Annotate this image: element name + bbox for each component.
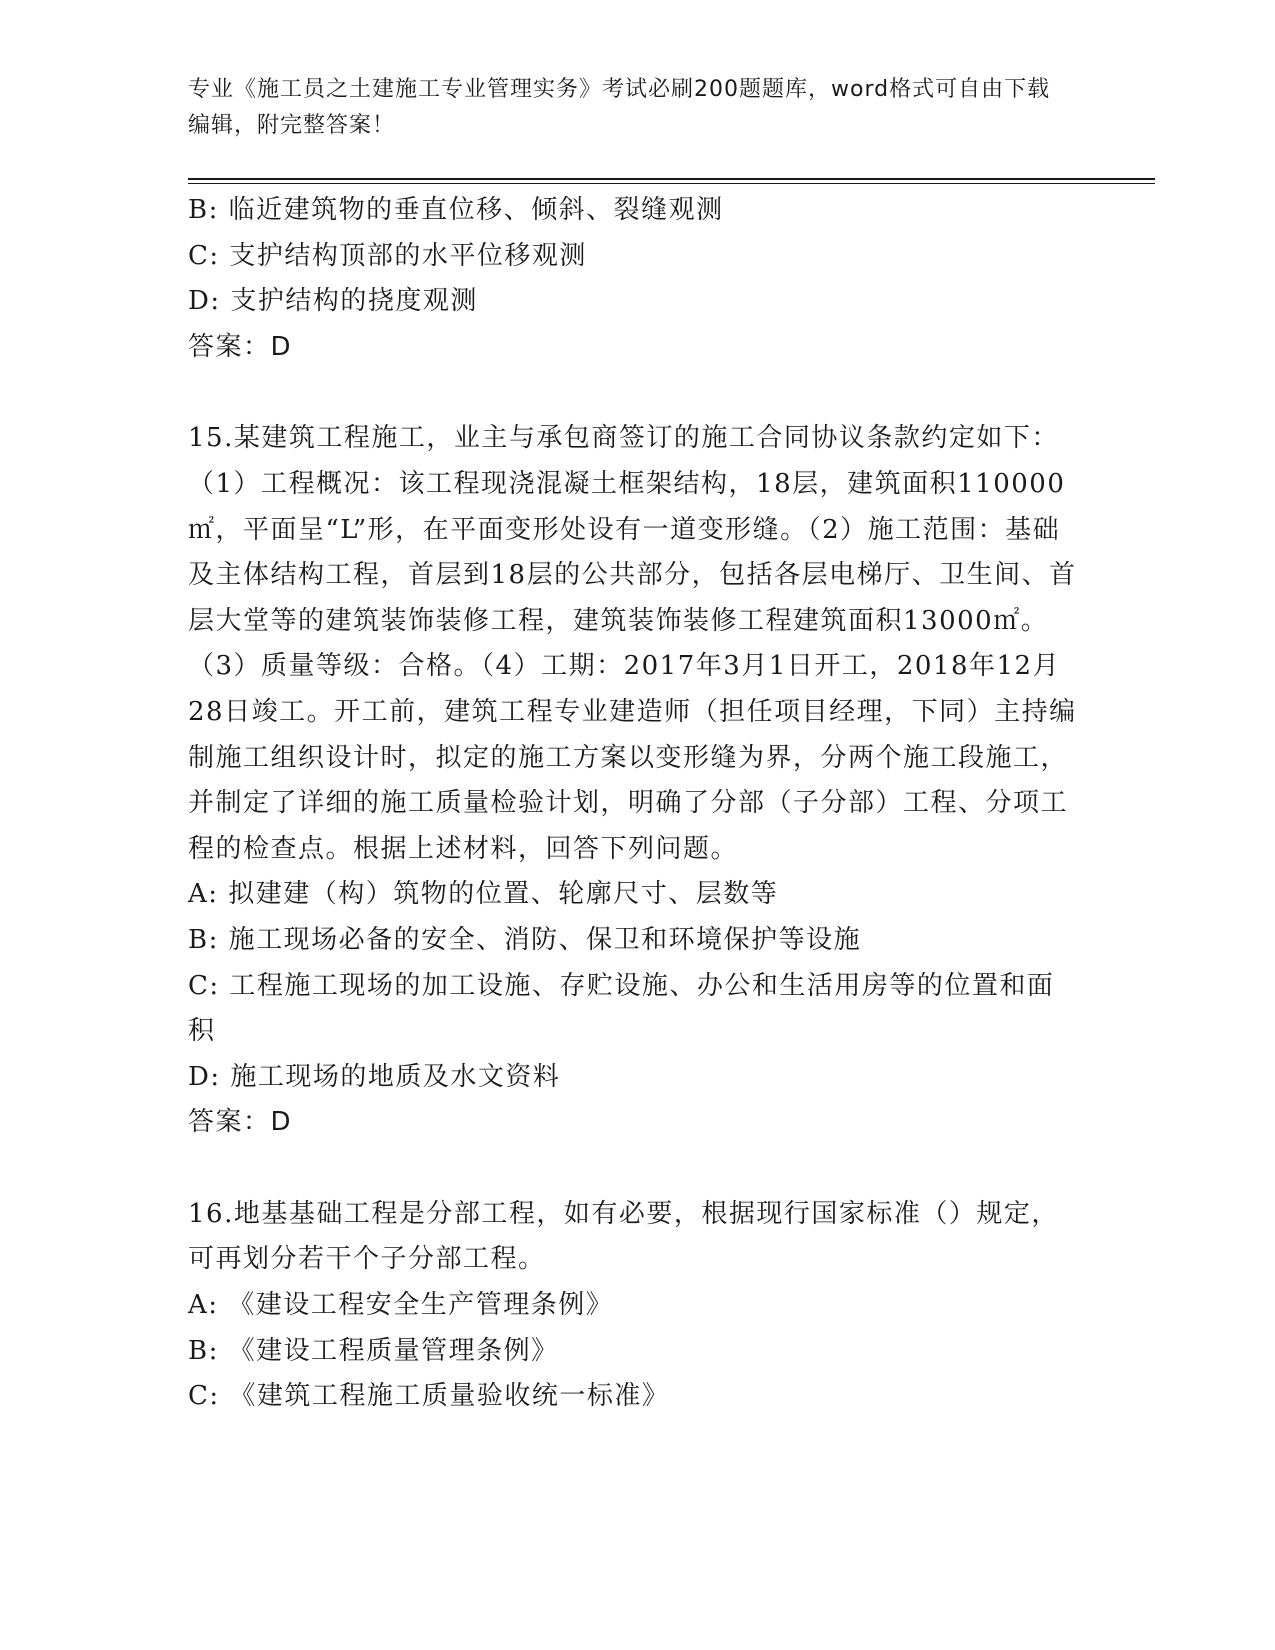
q15-option-b: B: 施工现场必备的安全、消防、保卫和环境保护等设施 [188,924,862,955]
q15-option-c: C: 工程施工现场的加工设施、存贮设施、办公和生活用房等的位置和面积 [188,970,1055,1047]
q14-answer: 答案：D [188,331,293,362]
q15-option-d: D: 施工现场的地质及水文资料 [188,1061,561,1092]
q14-option-c: C: 支护结构顶部的水平位移观测 [188,240,587,271]
header-rule-thin [188,183,1155,184]
q15-answer: 答案：D [188,1107,293,1138]
question-spacer [188,370,1078,416]
q16-option-b: B: 《建设工程质量管理条例》 [188,1335,559,1366]
document-header: 专业《施工员之土建施工专业管理实务》考试必刷200题题库，word格式可自由下载编辑，附完整答案！ [188,77,1051,138]
q14-option-d: D: 支护结构的挠度观测 [188,286,478,317]
header-rule-thick [188,178,1155,180]
q16-option-a: A: 《建设工程安全生产管理条例》 [188,1290,614,1321]
q15-option-a: A: 拟建建（构）筑物的位置、轮廓尺寸、层数等 [188,879,779,910]
q15-stem: 15.某建筑工程施工，业主与承包商签订的施工合同协议条款约定如下：（1）工程概况：该工程现浇混凝土框架结构，18层，建筑面积110000㎡，平面呈“L”形，在平面变形处设有一道变形缝。（2）施工范围：基础及主体结构工程，首层到18层的公共部分，包括各层电梯厅、卫生间、首层大堂等的建筑装饰装修工程，建筑装饰装修工程建筑面积13000㎡。（3）质量等级：合格。（4）工期：2017年3月1日开工，2018年12月28日竣工。开工前，建筑工程专业建造师（担任项目经理，下同）主持编制施工组织设计时，拟定的施工方案以变形缝为界，分两个施工段施工，并制定了详细的施工质量检验计划，明确了分部（子分部）工程、分项工程的检查点。根据上述材料，回答下列问题。 [188,423,1077,864]
document-body [188,188,1078,1420]
q14-option-b: B: 临近建筑物的垂直位移、倾斜、裂缝观测 [188,195,724,225]
q16-option-c: C: 《建筑工程施工质量验收统一标准》 [188,1381,670,1412]
q16-stem: 16.地基基础工程是分部工程，如有必要，根据现行国家标准（）规定，可再划分若干个子分部工程。 [188,1198,1059,1275]
question-spacer [188,1146,1078,1192]
